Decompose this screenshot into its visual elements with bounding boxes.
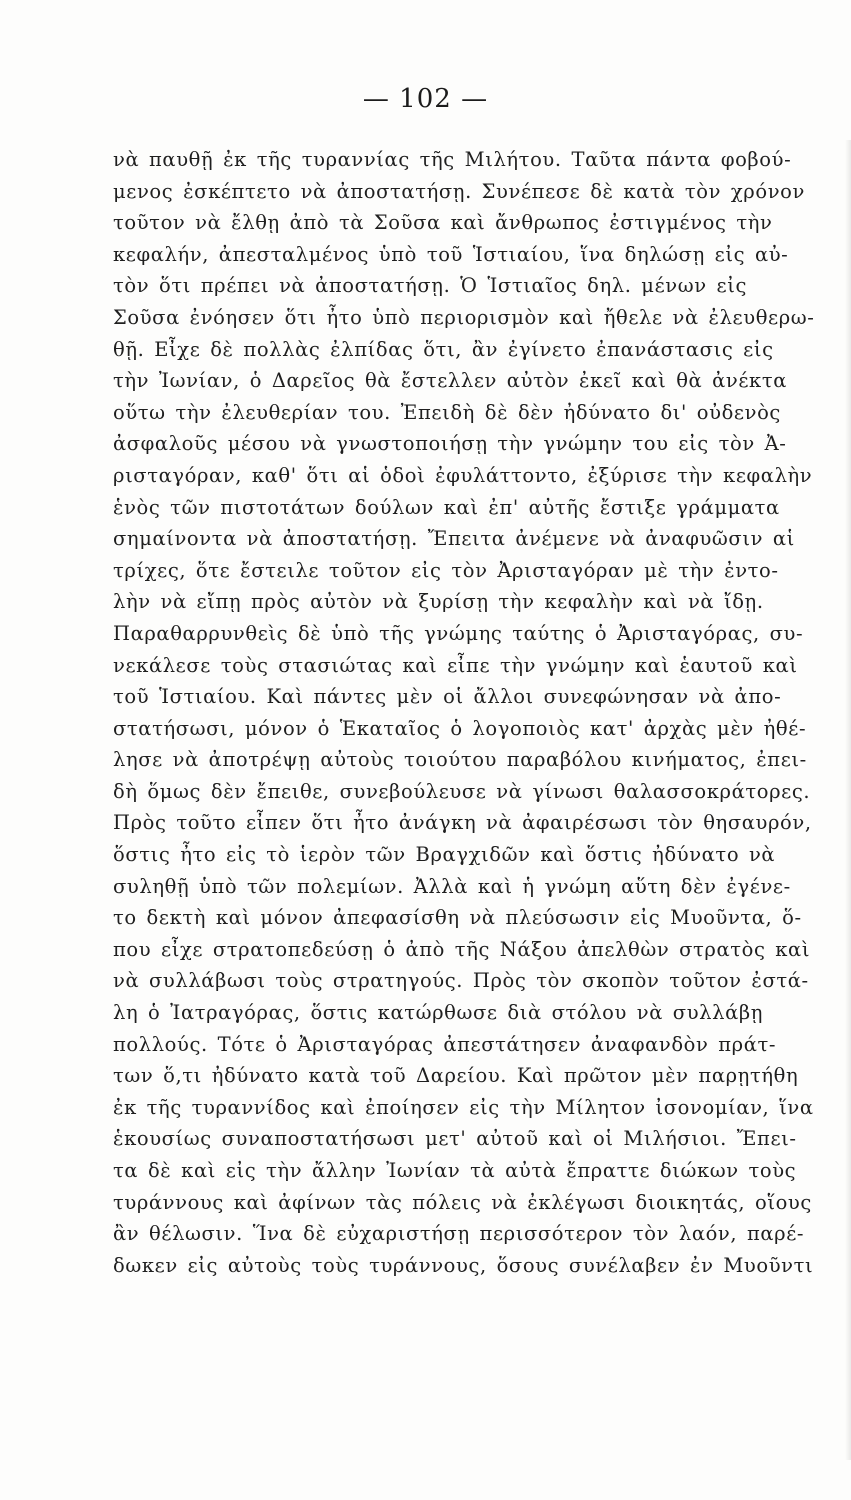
text-line: πολλούς. Τότε ὁ Ἀρισταγόρας ἀπεστάτησεν ἀναφανδὸν πράτ- — [113, 1032, 777, 1056]
text-line: λὴν νὰ εἴπῃ πρὸς αὐτὸν νὰ ξυρίσῃ τὴν κεφαλὴν καὶ νὰ ἴδῃ. — [113, 590, 764, 614]
text-line: τὸν ὅτι πρέπει νὰ ἀποστατήσῃ. Ὁ Ἱστιαῖος δηλ. μένων εἰς — [113, 274, 747, 298]
text-line: νὰ συλλάβωσι τοὺς στρατηγούς. Πρὸς τὸν σκοπὸν τοῦτον ἐστά- — [113, 969, 809, 993]
text-line: τρίχες, ὅτε ἔστειλε τοῦτον εἰς τὸν Ἀρισταγόραν μὲ τὴν ἐντο- — [113, 558, 779, 582]
text-line: λη ὁ Ἰατραγόρας, ὅστις κατώρθωσε διὰ στόλου νὰ συλλάβῃ — [113, 1001, 764, 1025]
text-line: που εἶχε στρατοπεδεύσῃ ὁ ἀπὸ τῆς Νάξου ἀπελθὼν στρατὸς καὶ — [113, 937, 811, 961]
text-line: ἑνὸς τῶν πιστοτάτων δούλων καὶ ἐπ' αὐτῆς ἔστιξε γράμματα — [113, 495, 780, 519]
text-line: των ὅ,τι ἠδύνατο κατὰ τοῦ Δαρείου. Καὶ πρῶτον μὲν παρῃτήθη — [113, 1064, 799, 1088]
text-line: νὰ παυθῇ ἐκ τῆς τυραννίας τῆς Μιλήτου. Ταῦτα πάντα φοβού- — [113, 148, 792, 171]
text-line: λησε νὰ ἀποτρέψῃ αὐτοὺς τοιούτου παραβόλου κινήματος, ἐπει- — [113, 748, 807, 772]
body-text — [113, 144, 851, 1281]
page-edge-shadow — [845, 140, 851, 1460]
text-line: μενος ἐσκέπτετο νὰ ἀποστατήσῃ. Συνέπεσε δὲ κατὰ τὸν χρόνον — [113, 179, 805, 203]
page-number: — 102 — — [362, 84, 489, 114]
text-line: ἑκουσίως συναποστατήσωσι μετ' αὐτοῦ καὶ οἱ Μιλήσιοι. Ἔπει- — [113, 1127, 797, 1151]
text-line: τοῦ Ἱστιαίου. Καὶ πάντες μὲν οἱ ἄλλοι συνεφώνησαν νὰ ἀπο- — [113, 685, 782, 709]
text-line: τοῦτον νὰ ἔλθῃ ἀπὸ τὰ Σοῦσα καὶ ἄνθρωπος ἐστιγμένος τὴν — [113, 211, 773, 235]
text-line: ρισταγόραν, καθ' ὅτι αἱ ὁδοὶ ἐφυλάττοντο, ἐξύρισε τὴν κεφαλὴν — [113, 463, 813, 487]
text-line: τὴν Ἰωνίαν, ὁ Δαρεῖος θὰ ἔστελλεν αὐτὸν ἐκεῖ καὶ θὰ ἀνέκτα — [113, 369, 787, 393]
text-line: ἐκ τῆς τυραννίδος καὶ ἐποίησεν εἰς τὴν Μίλητον ἰσονομίαν, ἵνα — [113, 1095, 814, 1119]
text-line: δὴ ὅμως δὲν ἔπειθε, συνεβούλευσε νὰ γίνωσι θαλασσοκράτορες. — [113, 779, 811, 803]
text-line: νεκάλεσε τοὺς στασιώτας καὶ εἶπε τὴν γνώμην καὶ ἑαυτοῦ καὶ — [113, 653, 798, 677]
text-line: ὅστις ἦτο εἰς τὸ ἱερὸν τῶν Βραγχιδῶν καὶ ὅστις ἠδύνατο νὰ — [113, 843, 776, 867]
text-line: συληθῇ ὑπὸ τῶν πολεμίων. Ἀλλὰ καὶ ἡ γνώμη αὕτη δὲν ἐγένε- — [113, 874, 791, 898]
text-line: Παραθαρρυνθεὶς δὲ ὑπὸ τῆς γνώμης ταύτης ὁ Ἀρισταγόρας, συ- — [113, 621, 804, 645]
text-line: οὕτω τὴν ἐλευθερίαν του. Ἐπειδὴ δὲ δὲν ἠδύνατο δι' οὐδενὸς — [113, 400, 781, 424]
text-line: θῇ. Εἶχε δὲ πολλὰς ἐλπίδας ὅτι, ἂν ἐγίνετο ἐπανάστασις εἰς — [113, 337, 774, 361]
text-line: στατήσωσι, μόνον ὁ Ἑκαταῖος ὁ λογοποιὸς κατ' ἀρχὰς μὲν ἠθέ- — [113, 716, 807, 740]
text-line: το δεκτὴ καὶ μόνον ἀπεφασίσθη νὰ πλεύσωσιν εἰς Μυοῦντα, ὅ- — [113, 906, 802, 930]
text-line: Πρὸς τοῦτο εἶπεν ὅτι ἦτο ἀνάγκη νὰ ἀφαιρέσωσι τὸν θησαυρόν, — [113, 811, 812, 835]
text-line: τυράννους καὶ ἀφίνων τὰς πόλεις νὰ ἐκλέγωσι διοικητάς, οἵους — [113, 1190, 812, 1214]
text-line: κεφαλήν, ἀπεσταλμένος ὑπὸ τοῦ Ἱστιαίου, ἵνα δηλώσῃ εἰς αὐ- — [113, 242, 789, 266]
text-line: τα δὲ καὶ εἰς τὴν ἄλλην Ἰωνίαν τὰ αὐτὰ ἔπραττε διώκων τοὺς — [113, 1159, 797, 1182]
text-line: ἂν θέλωσιν. Ἵνα δὲ εὐχαριστήσῃ περισσότερον τὸν λαόν, παρέ- — [113, 1222, 805, 1246]
text-line: σημαίνοντα νὰ ἀποστατήσῃ. Ἔπειτα ἀνέμενε νὰ ἀναφυῶσιν αἱ — [113, 527, 795, 551]
text-line: Σοῦσα ἐνόησεν ὅτι ἦτο ὑπὸ περιορισμὸν καὶ ἤθελε νὰ ἐλευθερω- — [113, 305, 815, 329]
text-line: δωκεν εἰς αὐτοὺς τοὺς τυράννους, ὅσους συνέλαβεν ἐν Μυοῦντι — [113, 1253, 814, 1277]
text-line: ἀσφαλοῦς μέσου νὰ γνωστοποιήσῃ τὴν γνώμην του εἰς τὸν Ἀ- — [113, 432, 787, 456]
